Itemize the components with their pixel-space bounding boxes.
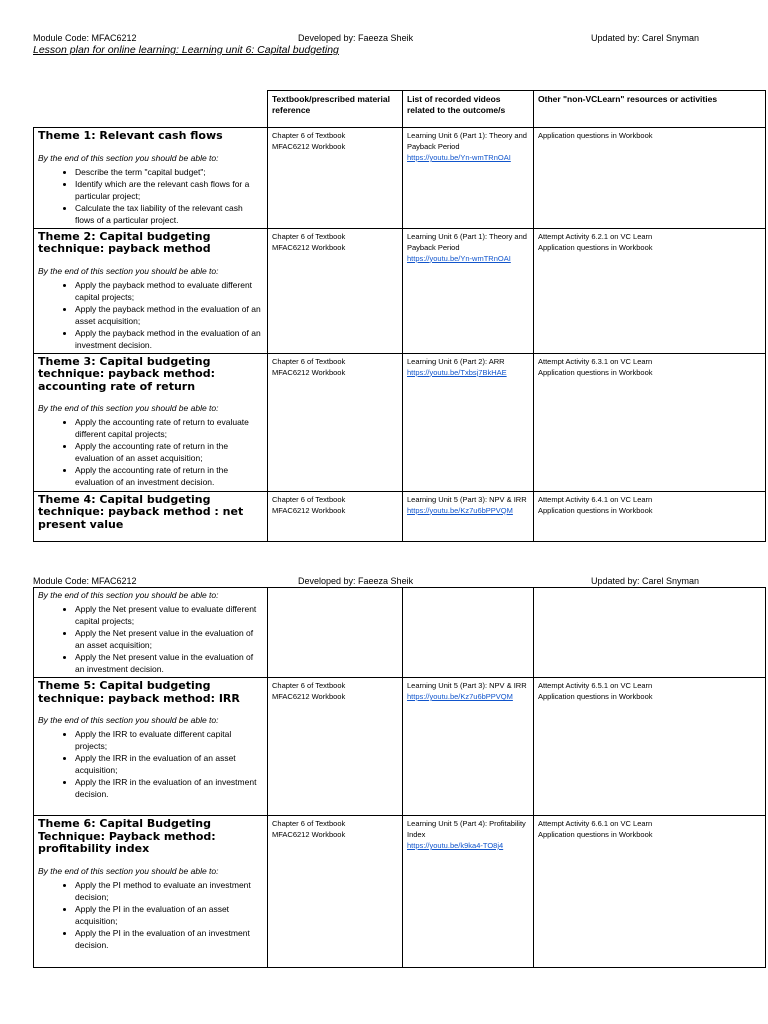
updated-by: Updated by: Carel Snyman	[591, 33, 700, 43]
theme-cell	[34, 128, 268, 229]
other-resource-item: Attempt Activity 6.6.1 on VC Learn	[538, 819, 653, 828]
textbook-cell	[268, 678, 403, 816]
other-resources-cell	[534, 678, 766, 816]
video-title: Learning Unit 6 (Part 1): Theory and Payback Period	[407, 131, 527, 151]
objective-item: • Apply the PI in the evaluation of an investment decision.	[75, 927, 263, 951]
video-link[interactable]: https://youtu.be/Kz7u6bPPVQM	[407, 505, 513, 515]
other-resources-cell	[534, 588, 766, 678]
workbook-reference: MFAC6212 Workbook	[272, 142, 346, 151]
developed-by: Developed by: Faeeza Sheik	[298, 33, 414, 43]
theme-cell	[34, 588, 268, 678]
other-resources-cell	[534, 816, 766, 968]
table-row	[34, 128, 766, 229]
other-resource-item: Attempt Activity 6.5.1 on VC Learn	[538, 681, 653, 690]
textbook-cell	[268, 228, 403, 353]
other-resource-item: Application questions in Workbook	[538, 367, 653, 377]
theme-cell	[34, 816, 268, 968]
section-intro: By the end of this section you should be able to:	[38, 403, 219, 413]
other-resource-item: Attempt Activity 6.3.1 on VC Learn	[538, 356, 653, 366]
textbook-reference: Chapter 6 of Textbook	[272, 356, 346, 366]
objective-item: • Apply the PI method to evaluate an investment decision;	[75, 879, 263, 903]
theme-cell	[34, 491, 268, 541]
column-header-textbook: Textbook/prescribed material reference	[268, 91, 403, 128]
other-resource-item: Application questions in Workbook	[538, 242, 653, 252]
objective-list	[38, 728, 263, 800]
other-resource-item: Application questions in Workbook	[538, 692, 653, 701]
objective-item: • Apply the Net present value in the evaluation of an investment decision.	[75, 651, 263, 675]
objective-list	[38, 279, 263, 351]
page-subtitle: Lesson plan for online learning: Learning unit 6: Capital budgeting	[33, 44, 339, 56]
objective-item: • Apply the accounting rate of return to evaluate different capital projects;	[75, 416, 263, 440]
module-code: Module Code: MFAC6212	[33, 576, 137, 586]
objective-item: • Apply the IRR to evaluate different capital projects;	[75, 728, 263, 752]
workbook-reference: MFAC6212 Workbook	[272, 692, 346, 701]
objective-item: • Apply the payback method to evaluate different capital projects;	[75, 279, 263, 303]
objective-item: • Identify which are the relevant cash flows for a particular project;	[75, 178, 263, 202]
video-link[interactable]: https://youtu.be/Yn-wmTRnOAI	[407, 153, 511, 162]
textbook-reference: Chapter 6 of Textbook	[272, 131, 346, 140]
objective-item: • Apply the Net present value in the evaluation of an asset acquisition;	[75, 627, 263, 651]
objective-item: • Apply the payback method in the evaluation of an asset acquisition;	[75, 303, 263, 327]
objective-item: • Apply the payback method in the evaluation of an investment decision.	[75, 327, 263, 351]
workbook-reference: MFAC6212 Workbook	[272, 505, 346, 515]
video-cell	[403, 588, 534, 678]
other-resource-item: Application questions in Workbook	[538, 505, 653, 515]
other-resource-item: Attempt Activity 6.2.1 on VC Learn	[538, 231, 653, 241]
objective-item: • Apply the Net present value to evaluate different capital projects;	[75, 603, 263, 627]
video-cell	[403, 128, 534, 229]
table-row	[34, 816, 766, 968]
workbook-reference: MFAC6212 Workbook	[272, 242, 346, 252]
theme-cell	[34, 353, 268, 491]
video-cell	[403, 228, 534, 353]
objective-item: • Calculate the tax liability of the relevant cash flows of a particular project.	[75, 202, 263, 226]
other-resource-item: Application questions in Workbook	[538, 131, 653, 140]
table-row	[34, 491, 766, 541]
video-link[interactable]: https://youtu.be/Yn-wmTRnOAI	[407, 253, 511, 263]
theme-title: Theme 5: Capital budgeting technique: payback method: IRR	[38, 679, 240, 705]
table-row	[34, 228, 766, 353]
objective-item: • Describe the term "capital budget";	[75, 166, 263, 178]
objective-item: • Apply the accounting rate of return in the evaluation of an asset acquisition;	[75, 440, 263, 464]
video-title: Learning Unit 6 (Part 1): Theory and Payback Period	[407, 231, 527, 252]
theme-cell	[34, 678, 268, 816]
theme-title: Theme 4: Capital budgeting technique: payback method : net present value	[38, 492, 244, 531]
textbook-cell	[268, 353, 403, 491]
section-intro: By the end of this section you should be able to:	[38, 590, 219, 600]
theme-title: Theme 6: Capital Budgeting Technique: Payback method: profitability index	[38, 817, 216, 855]
video-link[interactable]: https://youtu.be/Kz7u6bPPVQM	[407, 692, 513, 701]
table-header-row	[34, 91, 766, 128]
workbook-reference: MFAC6212 Workbook	[272, 367, 346, 377]
objective-item: • Apply the IRR in the evaluation of an asset acquisition;	[75, 752, 263, 776]
other-resources-cell	[534, 128, 766, 229]
section-intro: By the end of this section you should be able to:	[38, 865, 219, 876]
video-link[interactable]: https://youtu.be/k9ka4-TO8j4	[407, 841, 504, 850]
theme-title: Theme 1: Relevant cash flows	[38, 129, 223, 142]
textbook-reference: Chapter 6 of Textbook	[272, 231, 346, 241]
other-resource-item: Attempt Activity 6.4.1 on VC Learn	[538, 494, 653, 504]
objective-list	[38, 603, 263, 675]
textbook-cell	[268, 128, 403, 229]
textbook-cell	[268, 816, 403, 968]
module-code: Module Code: MFAC6212	[33, 33, 137, 43]
theme-title: Theme 2: Capital budgeting technique: payback method	[38, 229, 211, 255]
video-title: Learning Unit 5 (Part 3): NPV & IRR	[407, 681, 527, 690]
textbook-reference: Chapter 6 of Textbook	[272, 819, 346, 828]
video-cell	[403, 678, 534, 816]
video-cell	[403, 816, 534, 968]
video-cell	[403, 353, 534, 491]
textbook-cell	[268, 588, 403, 678]
updated-by: Updated by: Carel Snyman	[591, 576, 700, 586]
textbook-reference: Chapter 6 of Textbook	[272, 494, 346, 504]
theme-cell	[34, 228, 268, 353]
table-row	[34, 353, 766, 491]
other-resources-cell	[534, 491, 766, 541]
lesson-plan-table-continued	[33, 587, 766, 968]
objective-item: • Apply the IRR in the evaluation of an investment decision.	[75, 776, 263, 800]
video-title: Learning Unit 5 (Part 4): Profitability Index	[407, 819, 526, 839]
column-header-videos: List of recorded videos related to the outcome/s	[403, 91, 534, 128]
other-resources-cell	[534, 228, 766, 353]
objective-list	[38, 416, 263, 488]
lesson-plan-table	[33, 90, 766, 542]
theme-title: Theme 3: Capital budgeting technique: payback method: accounting rate of return	[38, 354, 215, 393]
table-row	[34, 588, 766, 678]
objective-list	[38, 166, 263, 226]
blank-header-cell	[34, 91, 268, 128]
other-resources-cell	[534, 353, 766, 491]
objective-item: • Apply the PI in the evaluation of an asset acquisition;	[75, 903, 263, 927]
objective-list	[38, 879, 263, 951]
video-title: Learning Unit 5 (Part 3): NPV & IRR	[407, 494, 527, 504]
video-title: Learning Unit 6 (Part 2): ARR	[407, 356, 505, 366]
textbook-cell	[268, 491, 403, 541]
section-intro: By the end of this section you should be able to:	[38, 265, 219, 276]
developed-by: Developed by: Faeeza Sheik	[298, 576, 414, 586]
textbook-reference: Chapter 6 of Textbook	[272, 681, 346, 690]
section-intro: By the end of this section you should be able to:	[38, 152, 219, 163]
column-header-other-resources: Other "non-VCLearn" resources or activities	[534, 91, 766, 128]
other-resource-item: Application questions in Workbook	[538, 830, 653, 839]
video-cell	[403, 491, 534, 541]
table-row	[34, 678, 766, 816]
workbook-reference: MFAC6212 Workbook	[272, 830, 346, 839]
video-link[interactable]: https://youtu.be/Txbsj7BkHAE	[407, 367, 507, 377]
section-intro: By the end of this section you should be able to:	[38, 715, 219, 725]
objective-item: • Apply the accounting rate of return in the evaluation of an investment decision.	[75, 464, 263, 488]
